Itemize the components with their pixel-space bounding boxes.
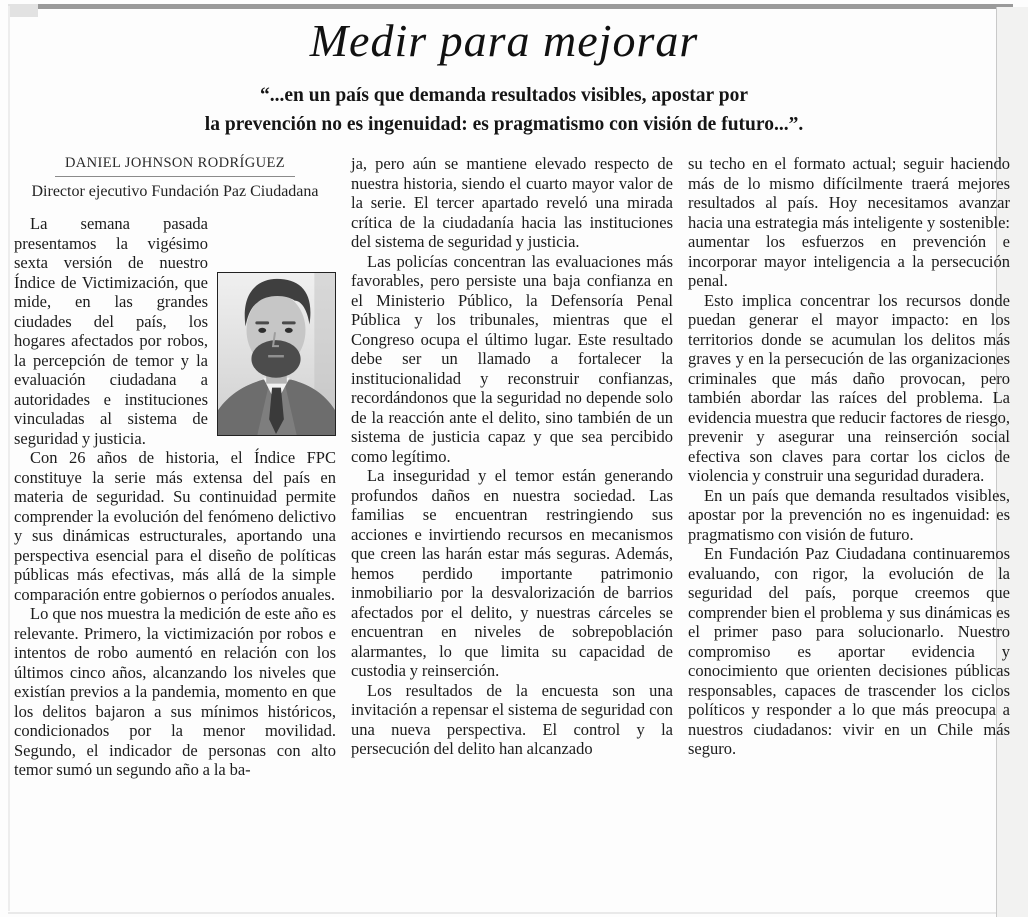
byline-author: DANIEL JOHNSON RODRÍGUEZ	[55, 155, 295, 177]
article-paragraph: Las policías concentran las evaluaciones más favorables, pero persiste una baja confianza en el Ministerio Público, la Defensoría Penal Pública y los tribunales, mientras que el Congreso ocupa el último lugar. Este resultado debe ser un llamado a fortalecer la institucionalidad y reconstruir confianzas, recordándonos que la seguridad no depende solo de la reacción ante el delito, sino también de un sistema de justicia capaz y que sea percibido como legítimo.	[351, 251, 673, 466]
column-1-text-flow	[14, 214, 336, 780]
article-paragraph: En un país que demanda resultados visibles, apostar por la prevención no es ingenuidad: es pragmatismo con visión de futuro.	[688, 485, 1010, 544]
article-paragraph: Con 26 años de historia, el Índice FPC constituye la serie más extensa del país en materia de seguridad. Su continuidad permite comprender la evolución del fenómeno delictivo y sus dinámicas estructurales, aportando una perspectiva esencial para el diseño de políticas públicas más efectivas, más allá de la simple comparación entre gobiernos o períodos anuales.	[14, 448, 336, 604]
article-paragraph: Lo que nos muestra la medición de este año es relevante. Primero, la victimización por robos e intentos de robo aumentó en relación con los últimos cinco años, alcanzando los niveles que existían previos a la pandemia, momento en que los delitos bajaron a sus mínimos históricos, condicionados por la menor movilidad. Segundo, el indicador de personas con alto temor sumó un segundo año a la ba-	[14, 604, 336, 779]
article-page	[14, 8, 1010, 780]
article-paragraph: La inseguridad y el temor están generando profundos daños en nuestra sociedad. Las familias se encuentran restringiendo sus acciones e invirtiendo recursos en mecanismos que creen las harán estar más seguras. Además, hemos perdido importante patrimonio inmobiliario por la desvalorización de barrios afectados por el delito, y nuestras cárceles se encuentran en niveles de sobrepoblación alarmantes, lo que limita su capacidad de custodia y reinserción.	[351, 466, 673, 680]
article-paragraph: La semana pasada presentamos la vigésimo sexta versión de nuestro Índice de Victimización, que mide, en las grandes ciudades del país, los hogares afectados por robos, la percepción de temor y la evaluación ciudadana a autoridades e instituciones vinculadas al sistema de seguridad y justicia.	[14, 214, 208, 448]
scan-bottom-edge	[8, 912, 996, 914]
pull-quote-line-1: “...en un país que demanda resultados visibles, apostar por	[260, 85, 748, 106]
article-paragraph: su techo en el formato actual; seguir haciendo más de lo mismo difícilmente traerá mejores resultados al país. Hoy necesitamos avanzar hacia una estrategia más inteligente y sostenible: aumentar los esfuerzos en prevención e incorporar mayor inteligencia a la persecución penal.	[688, 154, 1010, 290]
article-paragraph: Esto implica concentrar los recursos donde puedan generar el mayor impacto: en los territorios donde se acumulan los delitos más graves y en la persecución de las organizaciones criminales que más daño provocan, pero también abordar las raíces del problema. La evidencia muestra que reducir factores de riesgo, prevenir y asegurar una reinserción social efectiva son claves para cortar los ciclos de violencia y construir una seguridad duradera.	[688, 290, 1010, 485]
column-2	[351, 154, 673, 780]
pull-quote-line-2: la prevención no es ingenuidad: es pragmatismo con visión de futuro...”.	[204, 114, 804, 135]
article-paragraph: En Fundación Paz Ciudadana continuaremos evaluando, con rigor, la evolución de la seguridad del país, porque creemos que comprender bien el problema y sus dinámicas es el primer paso para solucionarlo. Nuestro compromiso es aportar evidencia y conocimiento que orienten decisiones públicas responsables, capaces de trascender los ciclos políticos y responder a lo que más preocupa a nuestros ciudadanos: vivir en un Chile más seguro.	[688, 544, 1010, 758]
portrait-illustration	[218, 273, 335, 435]
byline	[14, 154, 336, 201]
article-paragraph: ja, pero aún se mantiene elevado respecto de nuestra historia, siendo el cuarto mayor valor de la serie. El tercer apartado reveló una mirada crítica de la ciudadanía hacia las instituciones del sistema de seguridad y justicia.	[351, 154, 673, 251]
article-title: Medir para mejorar	[309, 15, 699, 66]
author-portrait-photo	[217, 272, 336, 436]
column-1	[14, 154, 336, 780]
column-3	[688, 154, 1010, 780]
pull-quote	[14, 81, 994, 139]
article-columns	[14, 154, 1010, 780]
byline-role: Director ejecutivo Fundación Paz Ciudadana	[31, 183, 319, 200]
article-paragraph: Los resultados de la encuesta son una invitación a repensar el sistema de seguridad con una nueva perspectiva. El control y la persecución del delito han alcanzado	[351, 680, 673, 758]
scan-left-edge	[8, 6, 10, 911]
